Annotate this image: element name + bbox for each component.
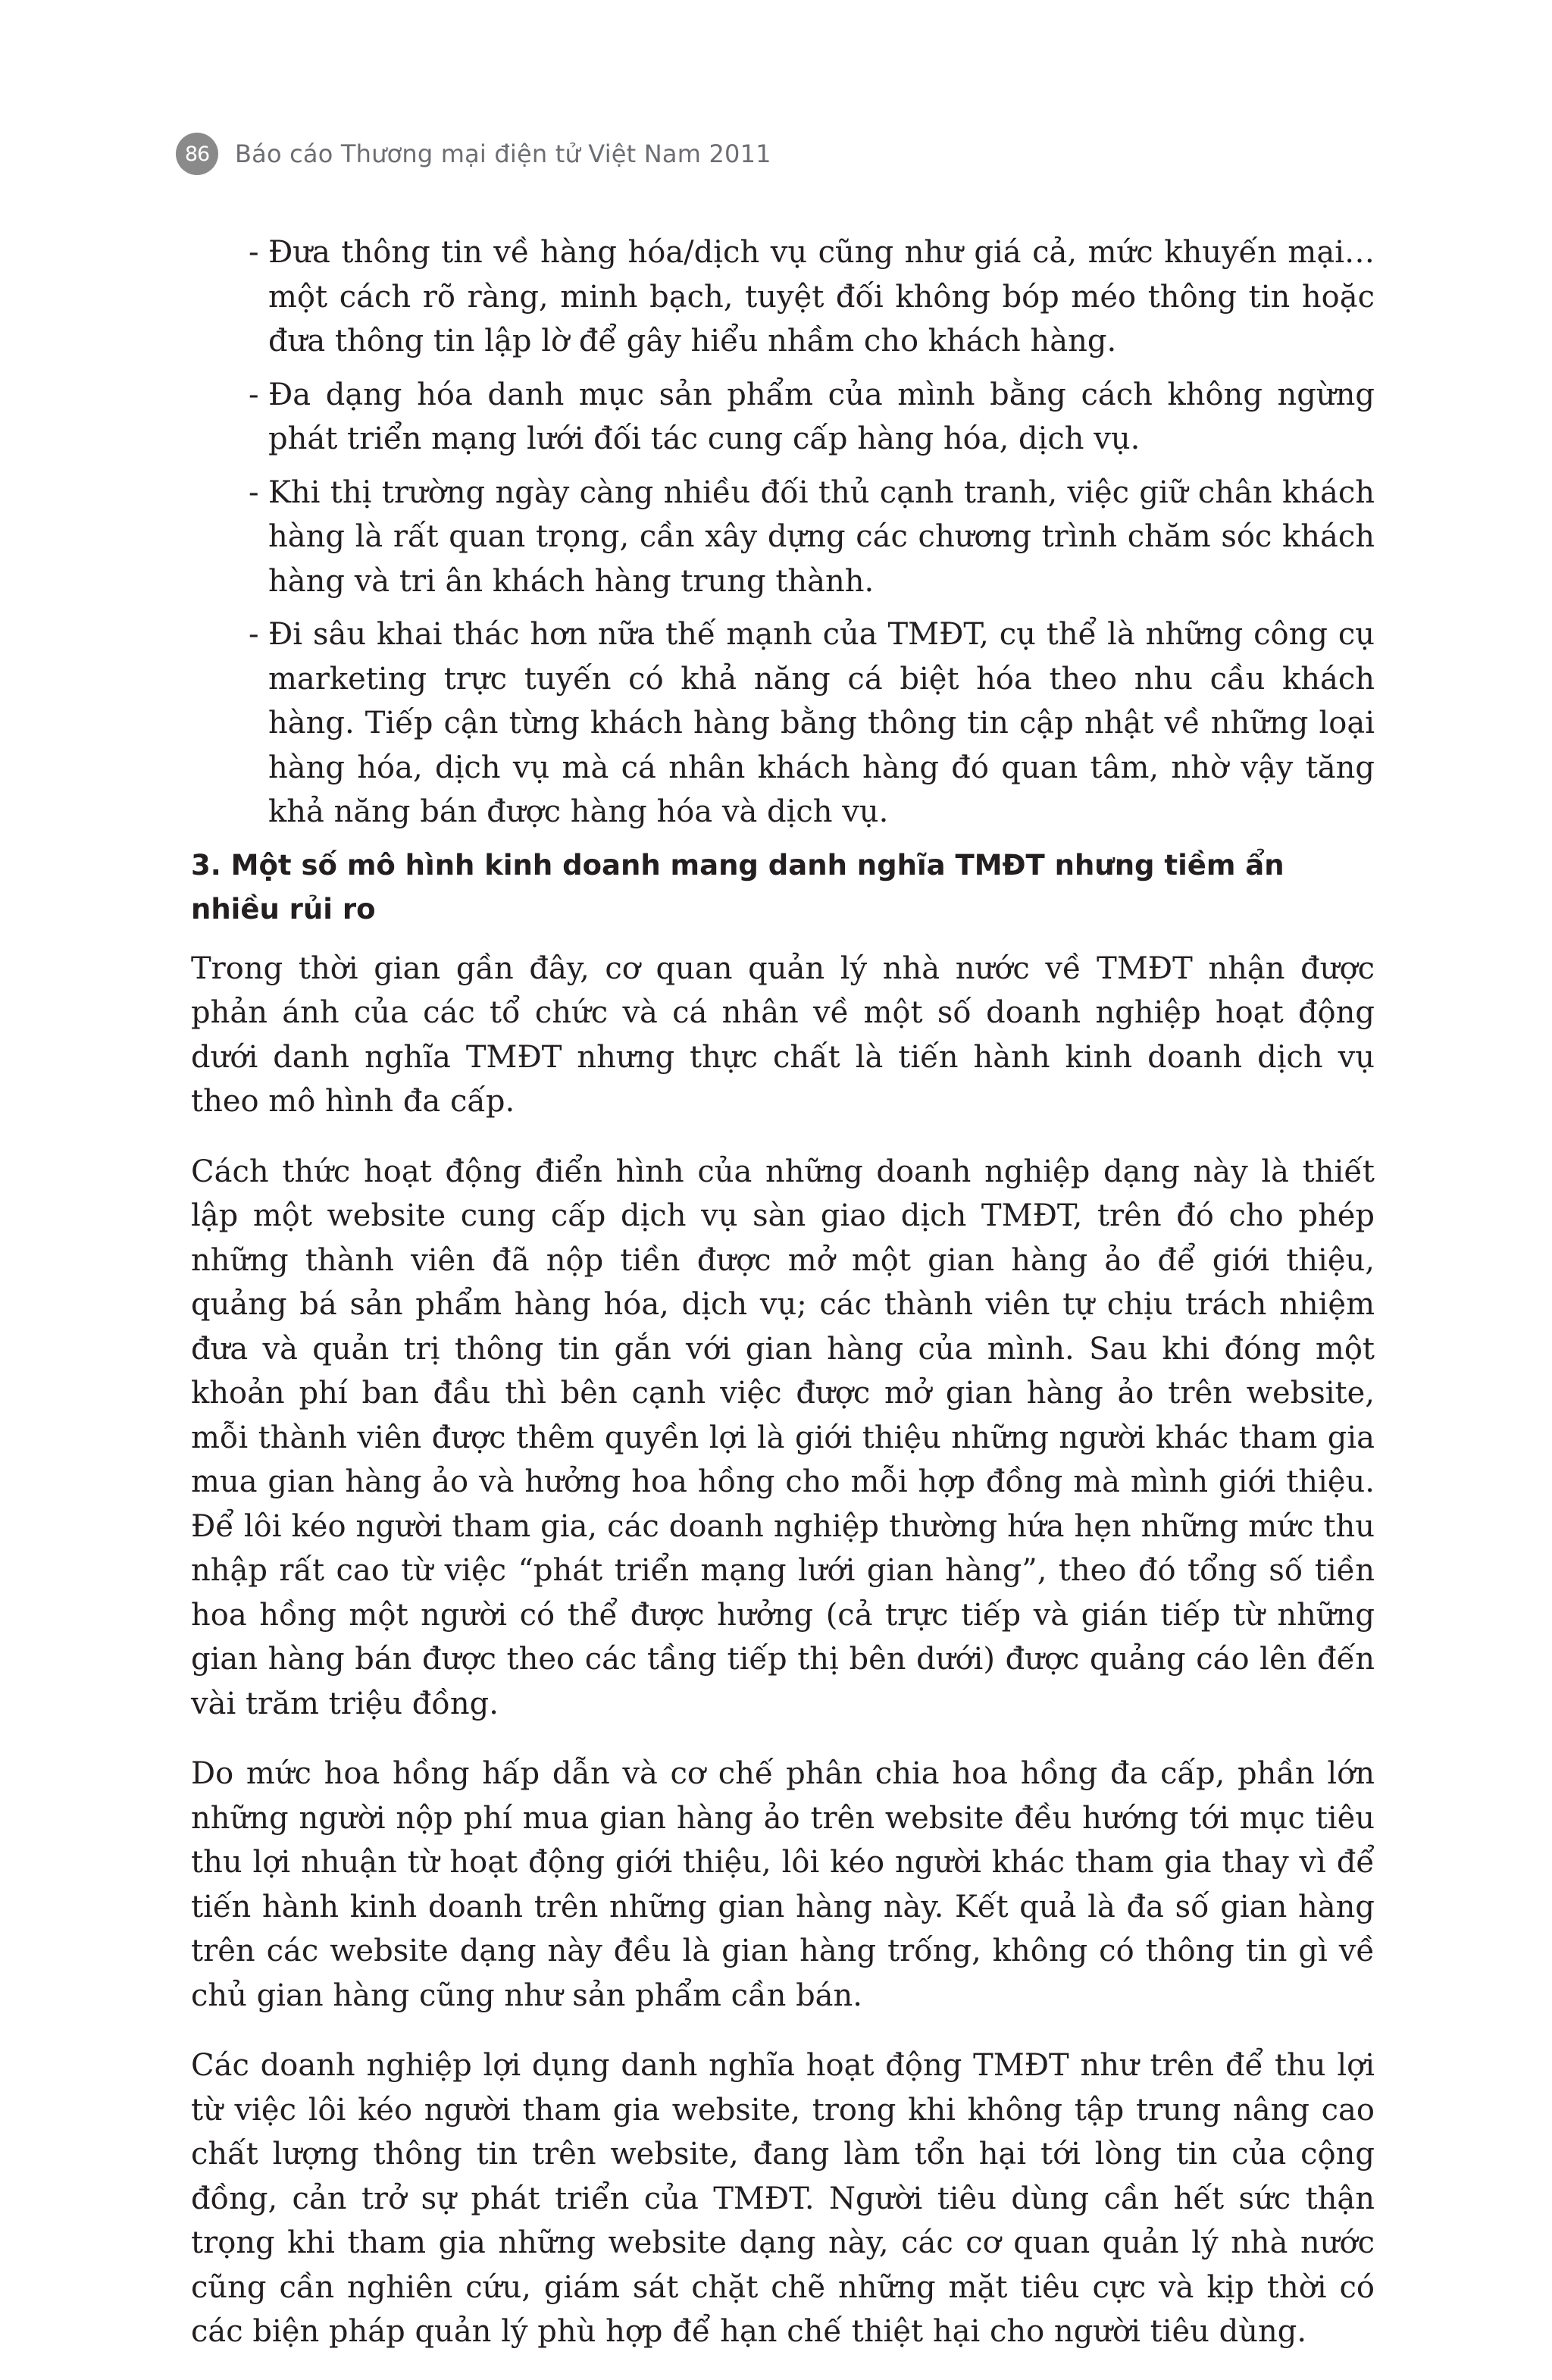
body-paragraph: Do mức hoa hồng hấp dẫn và cơ chế phân chia hoa hồng đa cấp, phần lớn những người nộp phí mua gian hàng ảo trên website đều hướng tới mục tiêu thu lợi nhuận từ hoạt động giới thiệu, lôi kéo người khác tham gia thay vì để tiến hành kinh doanh trên những gian hàng này. Kết quả là đa số gian hàng trên các website dạng này đều là gian hàng trống, không có thông tin gì về chủ gian hàng cũng như sản phẩm cần bán. (191, 1756, 1375, 2013)
bullet-marker: - (249, 474, 259, 510)
bullet-item (249, 373, 1375, 462)
bullet-marker: - (249, 377, 259, 412)
bullet-item (249, 471, 1375, 604)
bullet-text: Đa dạng hóa danh mục sản phẩm của mình bằng cách không ngừng phát triển mạng lưới đối tác cung cấp hàng hóa, dịch vụ. (268, 377, 1375, 456)
body-paragraph: Trong thời gian gần đây, cơ quan quản lý nhà nước về TMĐT nhận được phản ánh của các tổ chức và cá nhân về một số doanh nghiệp hoạt động dưới danh nghĩa TMĐT nhưng thực chất là tiến hành kinh doanh dịch vụ theo mô hình đa cấp. (191, 950, 1375, 1119)
page-header (176, 132, 771, 176)
bullet-text: Khi thị trường ngày càng nhiều đối thủ cạnh tranh, việc giữ chân khách hàng là rất quan trọng, cần xây dựng các chương trình chăm sóc khách hàng và tri ân khách hàng trung thành. (268, 474, 1375, 599)
bullet-list (249, 230, 1375, 835)
section-heading: 3. Một số mô hình kinh doanh mang danh nghĩa TMĐT nhưng tiềm ẩn nhiều rủi ro (191, 848, 1284, 925)
body-paragraph: Cách thức hoạt động điển hình của những doanh nghiệp dạng này là thiết lập một website cung cấp dịch vụ sàn giao dịch TMĐT, trên đó cho phép những thành viên đã nộp tiền được mở một gian hàng ảo để giới thiệu, quảng bá sản phẩm hàng hóa, dịch vụ; các thành viên tự chịu trách nhiệm đưa và quản trị thông tin gắn với gian hàng của mình. Sau khi đóng một khoản phí ban đầu thì bên cạnh việc được mở gian hàng ảo trên website, mỗi thành viên được thêm quyền lợi là giới thiệu những người khác tham gia mua gian hàng ảo và hưởng hoa hồng cho mỗi hợp đồng mà mình giới thiệu. Để lôi kéo người tham gia, các doanh nghiệp thường hứa hẹn những mức thu nhập rất cao từ việc “phát triển mạng lưới gian hàng”, theo đó tổng số tiền hoa hồng một người có thể được hưởng (cả trực tiếp và gián tiếp từ những gian hàng bán được theo các tầng tiếp thị bên dưới) được quảng cáo lên đến vài trăm triệu đồng. (191, 1154, 1375, 1721)
page-number-badge: 86 (176, 133, 218, 175)
bullet-text: Đi sâu khai thác hơn nữa thế mạnh của TMĐT, cụ thể là những công cụ marketing trực tuyến có khả năng cá biệt hóa theo nhu cầu khách hàng. Tiếp cận từng khách hàng bằng thông tin cập nhật về những loại hàng hóa, dịch vụ mà cá nhân khách hàng đó quan tâm, nhờ vậy tăng khả năng bán được hàng hóa và dịch vụ. (268, 617, 1375, 829)
bullet-marker: - (249, 617, 259, 652)
main-content (191, 230, 1375, 2380)
bullet-item (249, 612, 1375, 835)
running-header-title: Báo cáo Thương mại điện tử Việt Nam 2011 (235, 139, 771, 168)
bullet-item (249, 230, 1375, 364)
bullet-text: Đưa thông tin về hàng hóa/dịch vụ cũng như giá cả, mức khuyến mại… một cách rõ ràng, minh bạch, tuyệt đối không bóp méo thông tin hoặc đưa thông tin lập lờ để gây hiểu nhầm cho khách hàng. (268, 235, 1375, 359)
body-paragraph: Các doanh nghiệp lợi dụng danh nghĩa hoạt động TMĐT như trên để thu lợi từ việc lôi kéo người tham gia website, trong khi không tập trung nâng cao chất lượng thông tin trên website, đang làm tổn hại tới lòng tin của cộng đồng, cản trở sự phát triển của TMĐT. Người tiêu dùng cần hết sức thận trọng khi tham gia những website dạng này, các cơ quan quản lý nhà nước cũng cần nghiên cứu, giám sát chặt chẽ những mặt tiêu cực và kịp thời có các biện pháp quản lý phù hợp để hạn chế thiệt hại cho người tiêu dùng. (191, 2048, 1375, 2349)
bullet-marker: - (249, 235, 259, 270)
